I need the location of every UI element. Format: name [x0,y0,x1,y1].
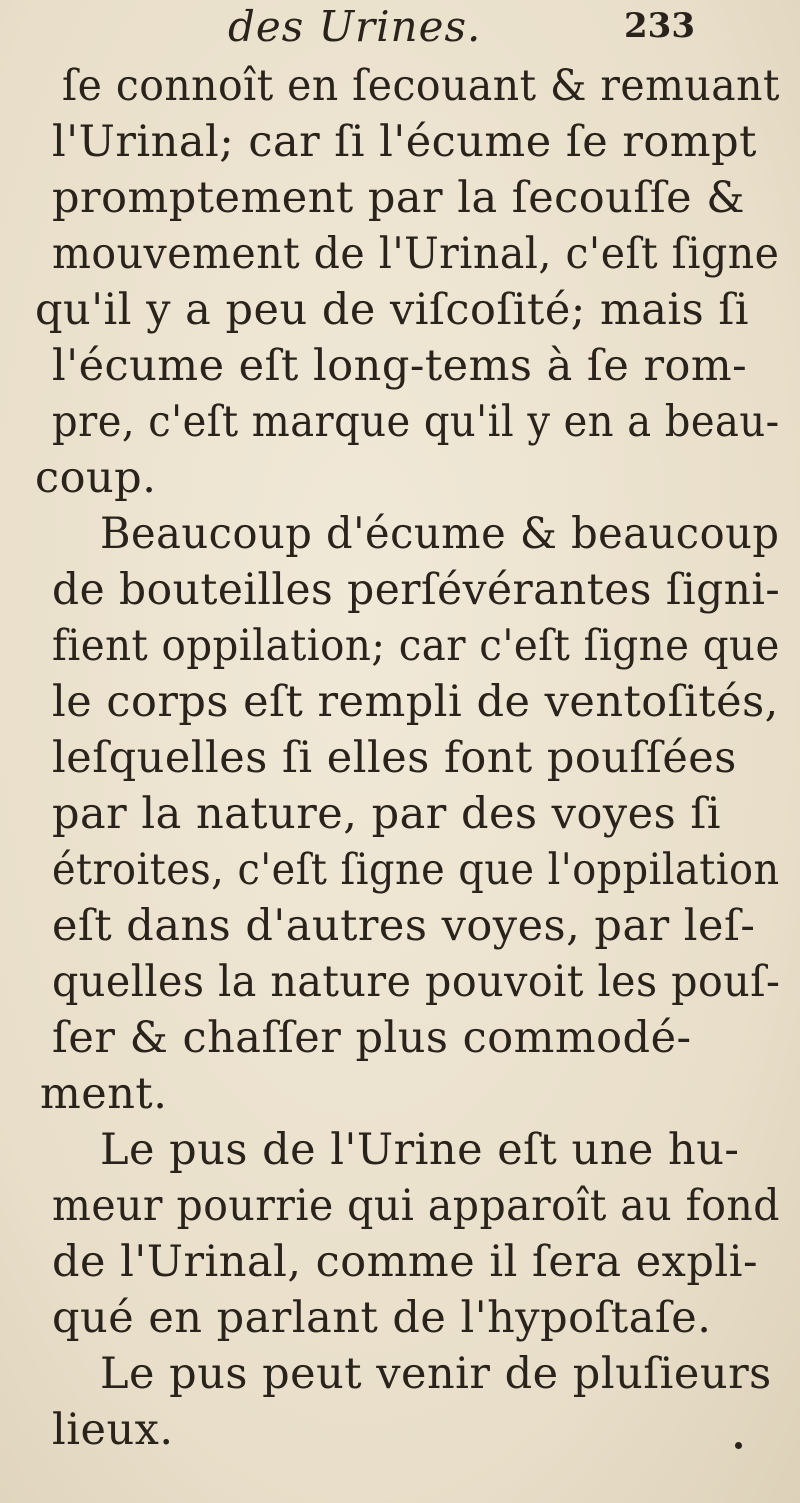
text-line: fient oppilation; car c'eſt ſigne que [52,621,780,671]
text-line: coup. [35,453,157,503]
text-line: lieux. [52,1405,174,1455]
text-line: Beaucoup d'écume & beaucoup [100,509,780,559]
text-line: l'écume eſt long-tems à ſe rom- [52,341,748,391]
text-line: meur pourrie qui apparoît au fond [52,1181,780,1231]
text-line: promptement par la ſecouſſe & [52,173,746,223]
page-number: 233 [624,6,695,46]
text-line: ſer & chaſſer plus commodé- [52,1013,692,1063]
text-line: ment. [40,1069,168,1119]
text-line: de bouteilles perſévérantes ſigni- [52,565,781,615]
text-line: pre, c'eſt marque qu'il y en a beau- [52,397,780,447]
text-line: Le pus de l'Urine eſt une hu- [100,1125,740,1175]
text-line: eſt dans d'autres voyes, par leſ- [52,901,756,951]
ink-spot [735,1442,742,1449]
running-title: des Urines. [228,2,482,51]
text-line: par la nature, par des voyes ſi [52,789,722,839]
text-line: de l'Urinal, comme il ſera expli- [52,1237,758,1287]
text-line: le corps eſt rempli de ventoſités, [52,677,779,727]
text-line: qu'il y a peu de viſcoſité; mais ſi [35,285,750,335]
text-line: qué en parlant de l'hypoſtaſe. [52,1293,712,1343]
text-line: quelles la nature pouvoit les pouſ- [52,957,781,1007]
text-line: Le pus peut venir de pluſieurs [100,1349,772,1399]
text-line: ſe connoît en ſecouant & remuant [62,61,780,111]
running-head [0,2,800,62]
text-line: l'Urinal; car ſi l'écume ſe rompt [52,117,757,167]
text-line: leſquelles ſi elles font pouſſées [52,733,737,783]
text-line: étroites, c'eſt ſigne que l'oppilation [52,845,780,895]
text-line: mouvement de l'Urinal, c'eſt ſigne [52,229,780,279]
